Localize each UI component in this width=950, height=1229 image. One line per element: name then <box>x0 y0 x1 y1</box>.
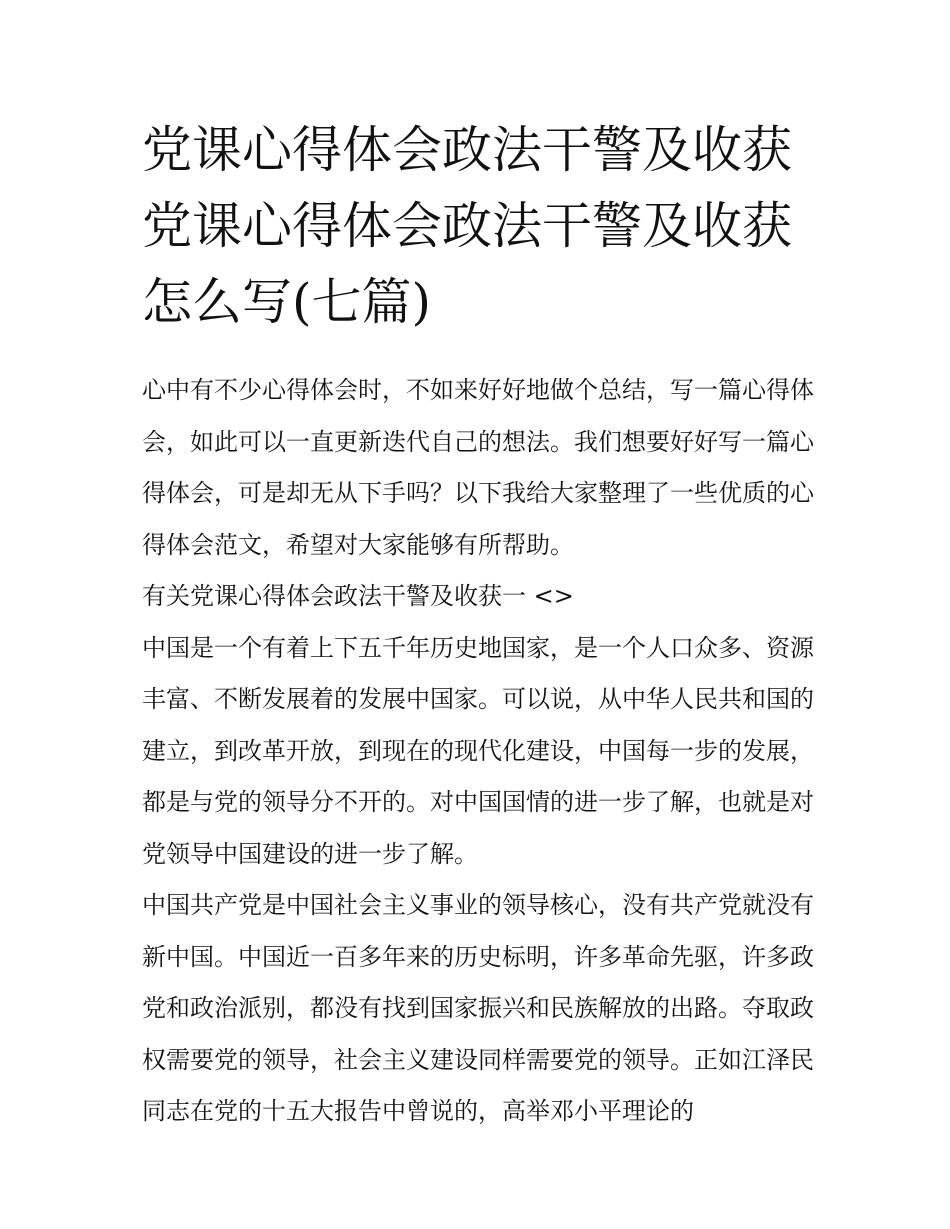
section-heading: 有关党课心得体会政法干警及收获一 <> <box>142 582 574 610</box>
document-text <box>142 365 814 1138</box>
title-line-2: 党课心得体会政法干警及收获 <box>142 197 792 255</box>
body-paragraph-2: 中国共产党是中国社会主义事业的领导核心，没有共产党就没有新中国。中国近一百多年来的历史标明，许多革命先驱，许多政党和政治派别，都没有找到国家振兴和民族解放的出路。夺取政权需要党的领导，社会主义建设同样需要党的领导。正如江泽民同志在党的十五大报告中曾说的，高举邓小平理论的 <box>142 891 814 1125</box>
title-line-1: 党课心得体会政法干警及收获 <box>142 121 792 179</box>
title-line-3: 怎么写(七篇) <box>142 273 432 331</box>
body-paragraph-1: 中国是一个有着上下五千年历史地国家，是一个人口众多、资源丰富、不断发展着的发展中国家。可以说，从中华人民共和国的建立，到改革开放，到现在的现代化建设，中国每一步的发展，都是与党的领导分不开的。对中国国情的进一步了解，也就是对党领导中国建设的进一步了解。 <box>142 633 814 868</box>
document-title <box>142 112 814 340</box>
document-body <box>142 112 814 1138</box>
intro-paragraph: 心中有不少心得体会时，不如来好好地做个总结，写一篇心得体会，如此可以一直更新迭代自己的想法。我们想要好好写一篇心得体会，可是却无从下手吗？以下我给大家整理了一些优质的心得体会范文，希望对大家能够有所帮助。 <box>142 376 814 559</box>
